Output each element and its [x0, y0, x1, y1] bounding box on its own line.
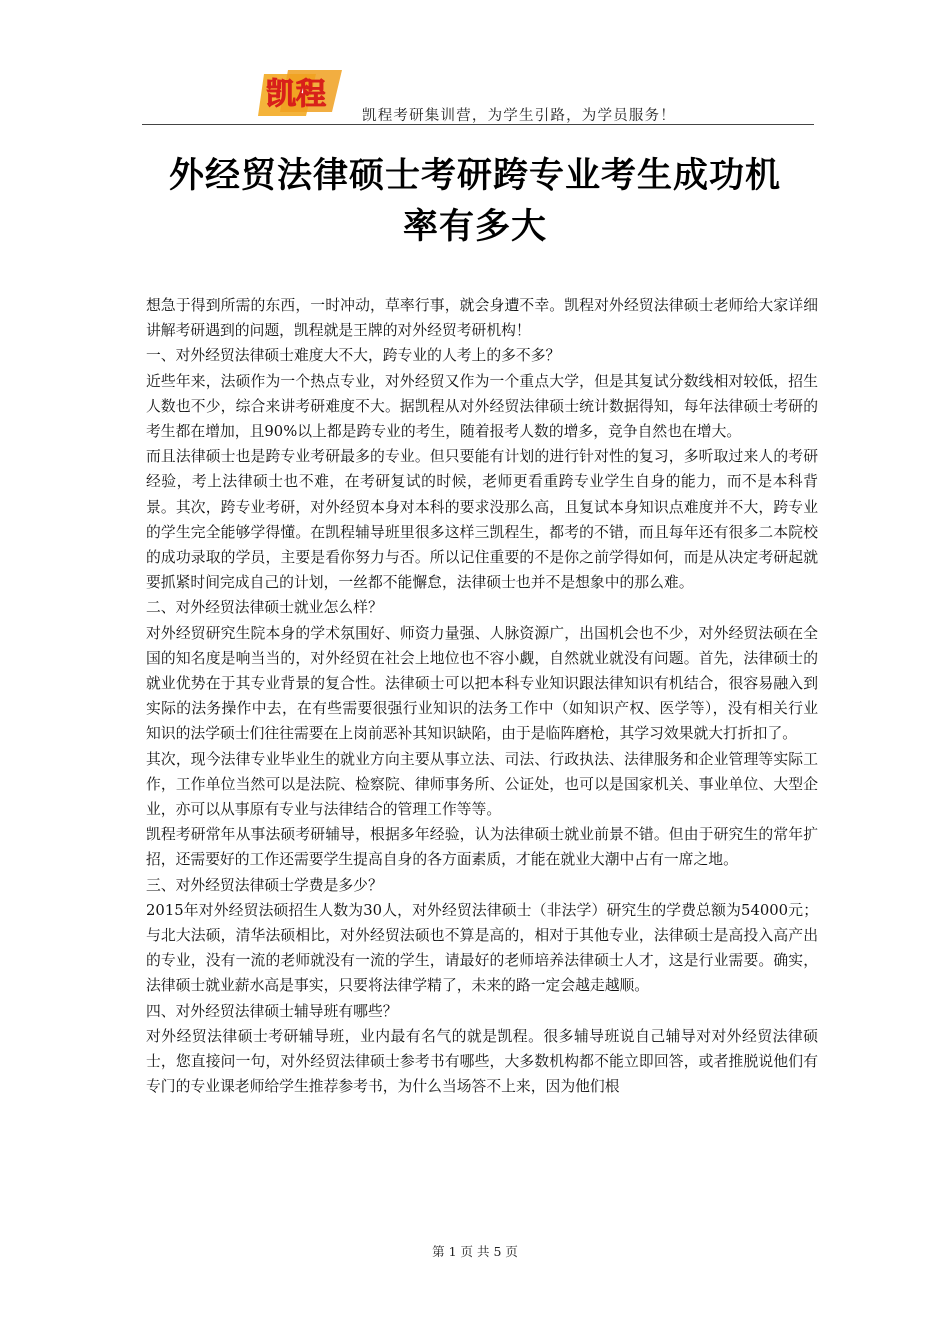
- body-paragraph: 而且法律硕士也是跨专业考研最多的专业。但只要能有计划的进行针对性的复习，多听取过来人的考研经验，考上法律硕士也不难，在考研复试的时候，老师更看重跨专业学生自身的能力，而不是本科背景。其次，跨专业考研，对外经贸本身对本科的要求没那么高，且复试本身知识点难度并不大，跨专业的学生完全能够学得懂。在凯程辅导班里很多这样三凯程生，都考的不错，而且每年还有很多二本院校的成功录取的学员，主要是看你努力与否。所以记住重要的不是你之前学得如何，而是从决定考研起就要抓紧时间完成自己的计划，一丝都不能懈怠，法律硕士也并不是想象中的那么难。: [146, 448, 818, 592]
- title-line-2: 率有多大: [402, 206, 547, 247]
- section-heading-4: 四、对外经贸法律硕士辅导班有哪些？: [146, 1002, 398, 1020]
- body-paragraph: 对外经贸研究生院本身的学术氛围好、师资力量强、人脉资源广，出国机会也不少，对外经贸法硕在全国的知名度是响当当的，对外经贸在社会上地位也不容小觑，自然就业就没有问题。首先，法律硕士的就业优势在于其专业背景的复合性。法律硕士可以把本科专业知识跟法律知识有机结合，很容易融入到实际的法务操作中去，在有些需要很强行业知识的法务工作中（如知识产权、医学等），没有相关行业知识的法学硕士们往往需要在上岗前恶补其知识缺陷，由于是临阵磨枪，其学习效果就大打折扣了。: [146, 624, 818, 743]
- logo-text: 凯程: [266, 77, 326, 112]
- kaicheng-logo: [258, 66, 344, 122]
- body-paragraph: 凯程考研常年从事法硕考研辅导，根据多年经验，认为法律硕士就业前景不错。但由于研究生的常年扩招，还需要好的工作还需要学生提高自身的各方面素质，才能在就业大潮中占有一席之地。: [146, 826, 818, 869]
- title-line-1: 外经贸法律硕士考研跨专业考生成功机: [168, 155, 781, 196]
- section-heading-2: 二、对外经贸法律硕士就业怎么样？: [146, 599, 383, 617]
- article-body: [146, 293, 818, 1100]
- body-paragraph: 其次，现今法律专业毕业生的就业方向主要从事立法、司法、行政执法、法律服务和企业管理等实际工作，工作单位当然可以是法院、检察院、律师事务所、公证处，也可以是国家机关、事业单位、大型企业，亦可以从事原有专业与法律结合的管理工作等等。: [146, 750, 818, 819]
- section-heading-1: 一、对外经贸法律硕士难度大不大，跨专业的人考上的多不多？: [146, 347, 561, 365]
- intro-paragraph: 想急于得到所需的东西，一时冲动，草率行事，就会身遭不幸。凯程对外经贸法律硕士老师给大家详细讲解考研遇到的问题，凯程就是王牌的对外经贸考研机构！: [146, 297, 818, 340]
- body-paragraph: 对外经贸法律硕士考研辅导班，业内最有名气的就是凯程。很多辅导班说自己辅导对对外经贸法律硕士，您直接问一句，对外经贸法律硕士参考书有哪些，大多数机构都不能立即回答，或者推脱说他们有专门的专业课老师给学生推荐参考书，为什么当场答不上来，因为他们根: [146, 1027, 818, 1096]
- header-divider: [142, 124, 814, 125]
- body-paragraph: 近些年来，法硕作为一个热点专业，对外经贸又作为一个重点大学，但是其复试分数线相对较低，招生人数也不少，综合来讲考研难度不大。据凯程从对外经贸法律硕士统计数据得知，每年法律硕士考研的考生都在增加，且90%以上都是跨专业的考生，随着报考人数的增多，竞争自然也在增大。: [146, 372, 818, 441]
- body-paragraph: 2015年对外经贸法硕招生人数为30人，对外经贸法律硕士（非法学）研究生的学费总额为54000元；与北大法硕，清华法硕相比，对外经贸法硕也不算是高的，相对于其他专业，法律硕士是高投入高产出的专业，没有一流的老师就没有一流的学生，请最好的老师培养法律硕士人才，这是行业需要。确实，法律硕士就业薪水高是事实，只要将法律学精了，未来的路一定会越走越顺。: [146, 901, 818, 995]
- page-number: 第 1 页 共 5 页: [432, 1244, 518, 1259]
- section-heading-3: 三、对外经贸法律硕士学费是多少？: [146, 876, 383, 894]
- header-tagline: 凯程考研集训营，为学生引路，为学员服务！: [362, 108, 676, 124]
- page-title: [130, 150, 820, 252]
